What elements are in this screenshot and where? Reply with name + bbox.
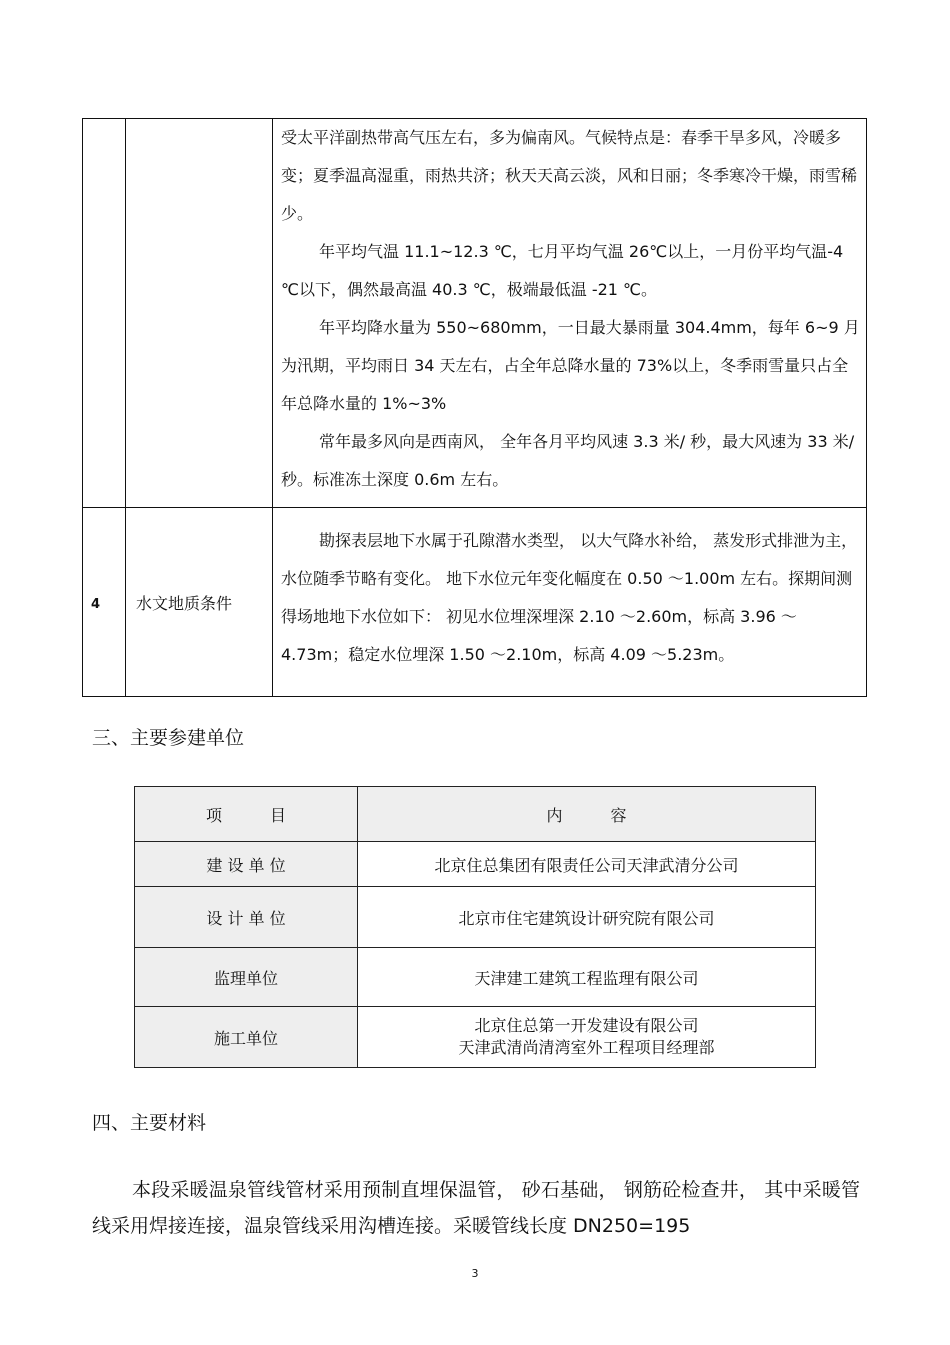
content-line: 天津武清尚清湾室外工程项目经理部: [458, 1038, 715, 1057]
row-content: 天津建工建筑工程监理有限公司: [358, 948, 816, 1007]
section-heading: 三、主要参建单位: [92, 727, 245, 749]
table-row: [135, 948, 816, 1007]
header-item: 项 目: [135, 787, 358, 842]
table-row: [83, 119, 867, 508]
participants-table: [134, 786, 816, 1068]
page-number: 3: [471, 1267, 479, 1280]
climate-content-cell: [273, 119, 867, 508]
row-item: 建 设 单 位: [135, 842, 358, 887]
table-row: [135, 887, 816, 948]
row-label: 水文地质条件: [136, 593, 233, 613]
row-item: 施工单位: [135, 1007, 358, 1068]
section-heading: 四、主要材料: [92, 1112, 207, 1134]
number-cell: [83, 119, 126, 508]
row-content: [358, 1007, 816, 1068]
hydrology-content-cell: [273, 508, 867, 697]
climate-hydrology-table: [82, 118, 867, 697]
label-cell: [126, 508, 273, 697]
materials-paragraph: 本段采暖温泉管线管材采用预制直埋保温管， 砂石基础， 钢筋砼检查井， 其中采暖管线采用焊接连接，温泉管线采用沟槽连接。采暖管线长度 DN250=195: [92, 1179, 860, 1237]
hydrology-paragraph: 勘探表层地下水属于孔隙潜水类型， 以大气降水补给， 蒸发形式排泄为主，水位随季节略有变化。 地下水位元年变化幅度在 0.50 ～1.00m 左右。探期间测得场地地下水位如下： 初见水位埋深埋深 2.10 ～2.60m，标高 3.96 ～4.73m；稳定水位埋深 1.50 ～2.10m，标高 4.09 ～5.23m。: [281, 531, 858, 664]
table-row: [83, 508, 867, 697]
wind-paragraph: 常年最多风向是西南风， 全年各月平均风速 3.3 米/ 秒，最大风速为 33 米/ 秒。标准冻土深度 0.6m 左右。: [281, 432, 855, 489]
row-number: 4: [91, 596, 101, 612]
header-content: 内 容: [358, 787, 816, 842]
climate-paragraph: 受太平洋副热带高气压左右，多为偏南风。气候特点是：春季干旱多风，冷暖多变；夏季温高湿重，雨热共济；秋天天高云淡，风和日丽；冬季寒冷干燥，雨雪稀少。: [281, 128, 858, 223]
content-line: 北京住总第一开发建设有限公司: [474, 1016, 699, 1035]
precipitation-paragraph: 年平均降水量为 550~680mm，一日最大暴雨量 304.4mm，每年 6~9 月为汛期，平均雨日 34 天左右，占全年总降水量的 73%以上，冬季雨雪量只占全年总降水量的 1%~3%: [281, 318, 860, 413]
temperature-paragraph: 年平均气温 11.1~12.3 ℃，七月平均气温 26℃以上，一月份平均气温-4 ℃以下，偶然最高温 40.3 ℃，极端最低温 -21 ℃。: [281, 242, 844, 299]
label-cell: [126, 119, 273, 508]
row-content: 北京住总集团有限责任公司天津武清分公司: [358, 842, 816, 887]
table-row: [135, 842, 816, 887]
row-item: 监理单位: [135, 948, 358, 1007]
row-item: 设 计 单 位: [135, 887, 358, 948]
table-header-row: [135, 787, 816, 842]
row-content: 北京市住宅建筑设计研究院有限公司: [358, 887, 816, 948]
table-row: [135, 1007, 816, 1068]
number-cell: [83, 508, 126, 697]
